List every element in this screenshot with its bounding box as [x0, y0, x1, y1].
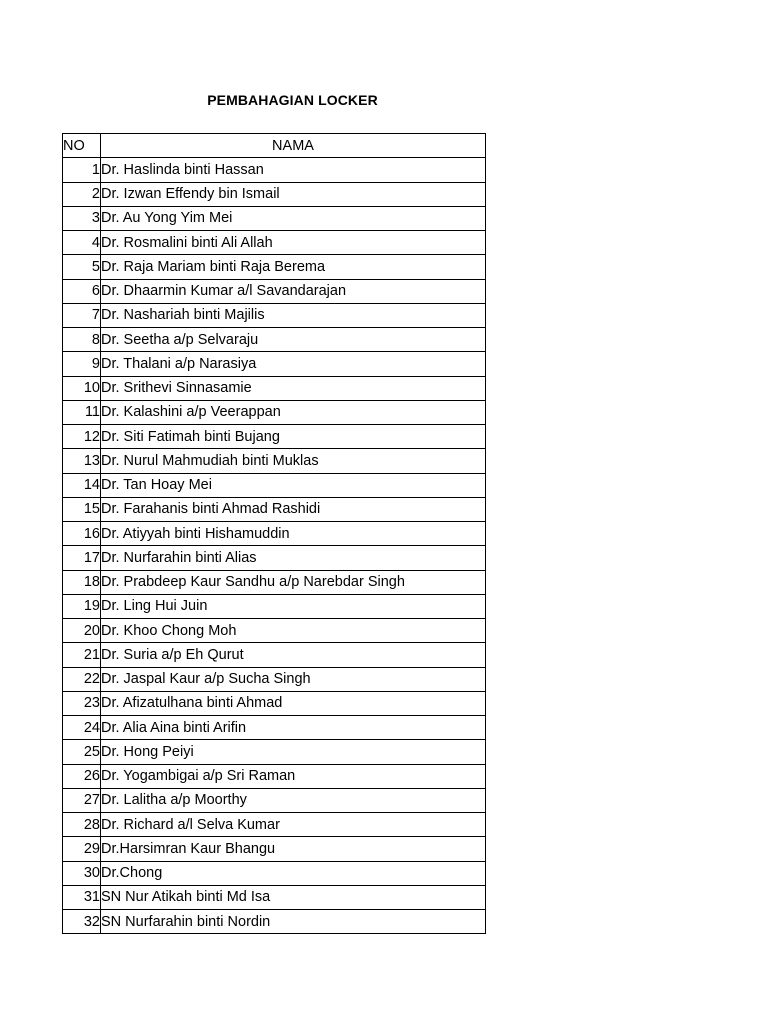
column-header-no: NO [63, 134, 101, 158]
row-number: 2 [63, 182, 101, 206]
row-number: 7 [63, 303, 101, 327]
table-row [63, 910, 486, 934]
table-row [63, 255, 486, 279]
row-number: 8 [63, 328, 101, 352]
row-number: 28 [63, 813, 101, 837]
row-number: 12 [63, 425, 101, 449]
table-row [63, 473, 486, 497]
row-number: 32 [63, 910, 101, 934]
table-row [63, 885, 486, 909]
table-row [63, 206, 486, 230]
table-row [63, 691, 486, 715]
row-name: Dr. Siti Fatimah binti Bujang [101, 425, 486, 449]
row-name: Dr. Ling Hui Juin [101, 594, 486, 618]
row-number: 30 [63, 861, 101, 885]
row-name: Dr. Au Yong Yim Mei [101, 206, 486, 230]
table-row [63, 740, 486, 764]
row-number: 9 [63, 352, 101, 376]
row-number: 18 [63, 570, 101, 594]
table-row [63, 546, 486, 570]
row-number: 20 [63, 619, 101, 643]
table-row [63, 303, 486, 327]
row-name: Dr. Yogambigai a/p Sri Raman [101, 764, 486, 788]
row-name: Dr. Nashariah binti Majilis [101, 303, 486, 327]
row-name: Dr. Thalani a/p Narasiya [101, 352, 486, 376]
row-number: 23 [63, 691, 101, 715]
table-row [63, 667, 486, 691]
row-name: Dr. Seetha a/p Selvaraju [101, 328, 486, 352]
row-number: 14 [63, 473, 101, 497]
row-name: SN Nurfarahin binti Nordin [101, 910, 486, 934]
table-row [63, 716, 486, 740]
row-number: 16 [63, 522, 101, 546]
locker-allocation-table [62, 133, 486, 934]
table-row [63, 594, 486, 618]
row-number: 24 [63, 716, 101, 740]
row-number: 11 [63, 400, 101, 424]
table-body [63, 158, 486, 934]
row-name: Dr.Harsimran Kaur Bhangu [101, 837, 486, 861]
table-row [63, 449, 486, 473]
table-row [63, 328, 486, 352]
table-row [63, 813, 486, 837]
table-row [63, 182, 486, 206]
row-name: Dr. Suria a/p Eh Qurut [101, 643, 486, 667]
row-name: Dr. Afizatulhana binti Ahmad [101, 691, 486, 715]
row-number: 25 [63, 740, 101, 764]
row-name: Dr. Tan Hoay Mei [101, 473, 486, 497]
row-number: 15 [63, 497, 101, 521]
row-number: 3 [63, 206, 101, 230]
row-name: Dr. Prabdeep Kaur Sandhu a/p Narebdar Singh [101, 570, 486, 594]
row-name: Dr. Lalitha a/p Moorthy [101, 788, 486, 812]
row-number: 31 [63, 885, 101, 909]
row-name: Dr. Khoo Chong Moh [101, 619, 486, 643]
row-number: 26 [63, 764, 101, 788]
row-number: 1 [63, 158, 101, 182]
table-row [63, 570, 486, 594]
table-row [63, 619, 486, 643]
row-name: Dr. Rosmalini binti Ali Allah [101, 231, 486, 255]
table-row [63, 788, 486, 812]
table-row [63, 861, 486, 885]
table-row [63, 352, 486, 376]
table-row [63, 643, 486, 667]
row-name: Dr. Kalashini a/p Veerappan [101, 400, 486, 424]
row-number: 13 [63, 449, 101, 473]
table-row [63, 400, 486, 424]
row-number: 5 [63, 255, 101, 279]
row-name: Dr. Haslinda binti Hassan [101, 158, 486, 182]
row-number: 6 [63, 279, 101, 303]
row-name: Dr. Izwan Effendy bin Ismail [101, 182, 486, 206]
column-header-nama: NAMA [101, 134, 486, 158]
row-number: 19 [63, 594, 101, 618]
row-name: Dr. Dhaarmin Kumar a/l Savandarajan [101, 279, 486, 303]
table-header-row [63, 134, 486, 158]
row-name: Dr. Atiyyah binti Hishamuddin [101, 522, 486, 546]
table-row [63, 522, 486, 546]
row-number: 29 [63, 837, 101, 861]
row-name: Dr. Nurfarahin binti Alias [101, 546, 486, 570]
table-row [63, 279, 486, 303]
row-name: Dr. Alia Aina binti Arifin [101, 716, 486, 740]
row-name: Dr. Farahanis binti Ahmad Rashidi [101, 497, 486, 521]
row-name: Dr.Chong [101, 861, 486, 885]
row-name: Dr. Raja Mariam binti Raja Berema [101, 255, 486, 279]
row-name: Dr. Richard a/l Selva Kumar [101, 813, 486, 837]
row-number: 22 [63, 667, 101, 691]
row-number: 27 [63, 788, 101, 812]
table-row [63, 376, 486, 400]
row-number: 10 [63, 376, 101, 400]
table-row [63, 231, 486, 255]
row-number: 4 [63, 231, 101, 255]
row-number: 21 [63, 643, 101, 667]
row-name: SN Nur Atikah binti Md Isa [101, 885, 486, 909]
table-row [63, 837, 486, 861]
page-title: PEMBAHAGIAN LOCKER [207, 92, 378, 108]
row-name: Dr. Hong Peiyi [101, 740, 486, 764]
table-row [63, 497, 486, 521]
table-row [63, 764, 486, 788]
row-number: 17 [63, 546, 101, 570]
table-row [63, 425, 486, 449]
row-name: Dr. Jaspal Kaur a/p Sucha Singh [101, 667, 486, 691]
row-name: Dr. Srithevi Sinnasamie [101, 376, 486, 400]
row-name: Dr. Nurul Mahmudiah binti Muklas [101, 449, 486, 473]
table-row [63, 158, 486, 182]
